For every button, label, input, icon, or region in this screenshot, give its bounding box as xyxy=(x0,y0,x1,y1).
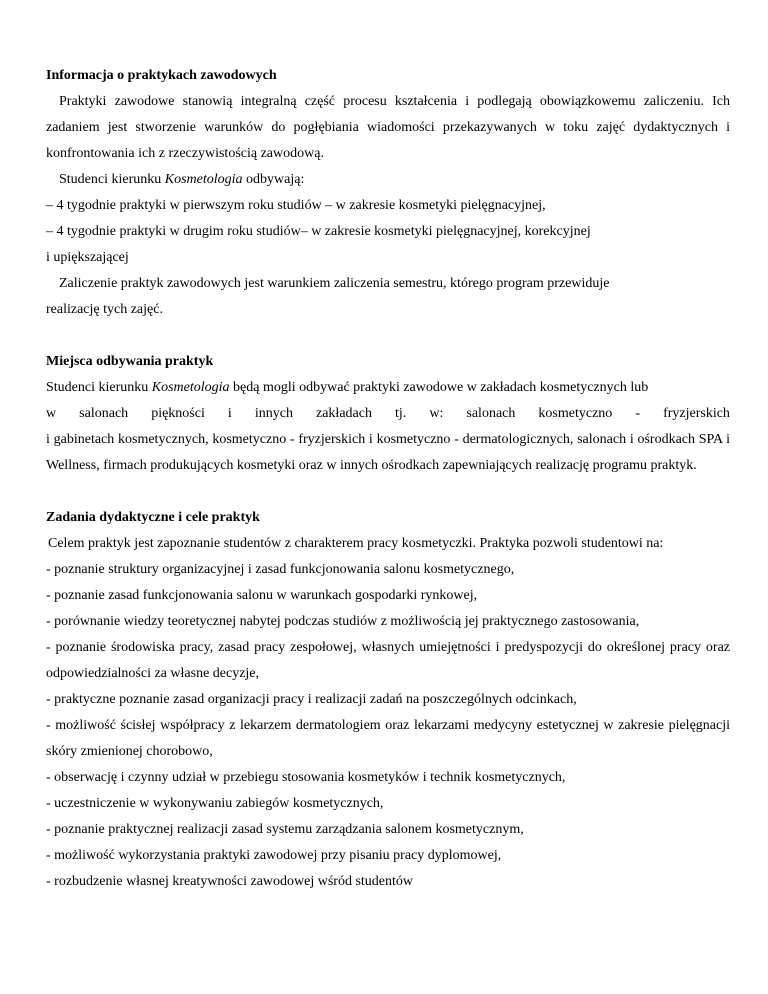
list-item-year2: – 4 tygodnie praktyki w drugim roku studiów– w zakresie kosmetyki pielęgnacyjnej, korekcyjnej xyxy=(46,224,591,239)
paragraph-intro: Praktyki zawodowe stanowią integralną część procesu kształcenia i podlegają obowiązkowemu zaliczeniu. Ich zadaniem jest stworzenie warunków do pogłębiania wiadomości przekazywanych w toku zajęć dydaktycznych i konfrontowania ich z rzeczywistością zawodową. xyxy=(46,94,730,161)
places-prefix: Studenci kierunku xyxy=(46,380,152,395)
spacer xyxy=(46,323,730,349)
section-practice-places xyxy=(46,349,730,479)
places-line1 xyxy=(46,375,730,401)
places-word: kosmetyczno xyxy=(538,406,613,421)
places-word: tj. xyxy=(395,406,407,421)
list-item: - poznanie praktycznej realizacji zasad systemu zarządzania salonem kosmetycznym, xyxy=(46,822,524,837)
paragraph-students xyxy=(46,167,730,193)
places-word: w: xyxy=(429,406,444,421)
field-name-2: Kosmetologia xyxy=(151,380,230,395)
places-rest: i gabinetach kosmetycznych, kosmetyczno - fryzjerskich i kosmetyczno - dermatologicznych, salonach i ośrodkach SPA i Wellness, firmach produkujących kosmetyki oraz w innych ośrodkach zapewniających realizację programu praktyk. xyxy=(46,432,730,473)
places-word: fryzjerskich xyxy=(663,406,730,421)
list-item: - poznanie środowiska pracy, zasad pracy zespołowej, własnych umiejętności i predyspozycji do określonej pracy oraz odpowiedzialności za własne decyzje, xyxy=(46,640,730,681)
list-item: - uczestniczenie w wykonywaniu zabiegów kosmetycznych, xyxy=(46,796,384,811)
list-item: - praktyczne poznanie zasad organizacji pracy i realizacji zadań na poszczególnych odcinkach, xyxy=(46,692,577,707)
list-item: - możliwość ścisłej współpracy z lekarzem dermatologiem oraz lekarzami medycyny estetycznej w zakresie pielęgnacji skóry zmienionej chorobowo, xyxy=(46,718,730,759)
field-name: Kosmetologia xyxy=(164,172,243,187)
places-word: innych xyxy=(254,406,293,421)
list-item: - poznanie zasad funkcjonowania salonu w warunkach gospodarki rynkowej, xyxy=(46,588,478,603)
heading-practice-info: Informacja o praktykach zawodowych xyxy=(46,68,277,83)
students-prefix: Studenci kierunku xyxy=(59,172,165,187)
list-item: - możliwość wykorzystania praktyki zawodowej przy pisaniu pracy dyplomowej, xyxy=(46,848,502,863)
places-suffix: będą mogli odbywać praktyki zawodowe w zakładach kosmetycznych lub xyxy=(229,380,649,395)
list-item: - obserwację i czynny udział w przebiegu stosowania kosmetyków i technik kosmetycznych, xyxy=(46,770,566,785)
places-word: salonach xyxy=(79,406,129,421)
spacer xyxy=(46,479,730,505)
goals-intro: Celem praktyk jest zapoznanie studentów z charakterem pracy kosmetyczki. Praktyka pozwoli studentowi na: xyxy=(48,536,664,551)
heading-goals: Zadania dydaktyczne i cele praktyk xyxy=(46,510,260,525)
list-item-year1: – 4 tygodnie praktyki w pierwszym roku studiów – w zakresie kosmetyki pielęgnacyjnej, xyxy=(46,198,546,213)
list-item: - porównanie wiedzy teoretycznej nabytej podczas studiów z możliwością jej praktycznego zastosowania, xyxy=(46,614,640,629)
places-word: zakładach xyxy=(316,406,372,421)
section-practice-info xyxy=(46,63,730,323)
heading-practice-places: Miejsca odbywania praktyk xyxy=(46,354,214,369)
places-word: - xyxy=(635,406,641,421)
places-word: salonach xyxy=(466,406,516,421)
places-line2 xyxy=(46,401,730,427)
list-item: - rozbudzenie własnej kreatywności zawodowej wśród studentów xyxy=(46,874,414,889)
list-item: - poznanie struktury organizacyjnej i zasad funkcjonowania salonu kosmetycznego, xyxy=(46,562,515,577)
list-item-year2-continuation: i upiększającej xyxy=(46,250,129,265)
places-word: w xyxy=(46,406,57,421)
places-word: piękności xyxy=(151,406,205,421)
paragraph-closing: Zaliczenie praktyk zawodowych jest warunkiem zaliczenia semestru, którego program przewiduje realizację tych zajęć. xyxy=(46,276,610,317)
students-suffix: odbywają: xyxy=(242,172,305,187)
section-goals xyxy=(46,505,730,895)
places-word: i xyxy=(227,406,232,421)
